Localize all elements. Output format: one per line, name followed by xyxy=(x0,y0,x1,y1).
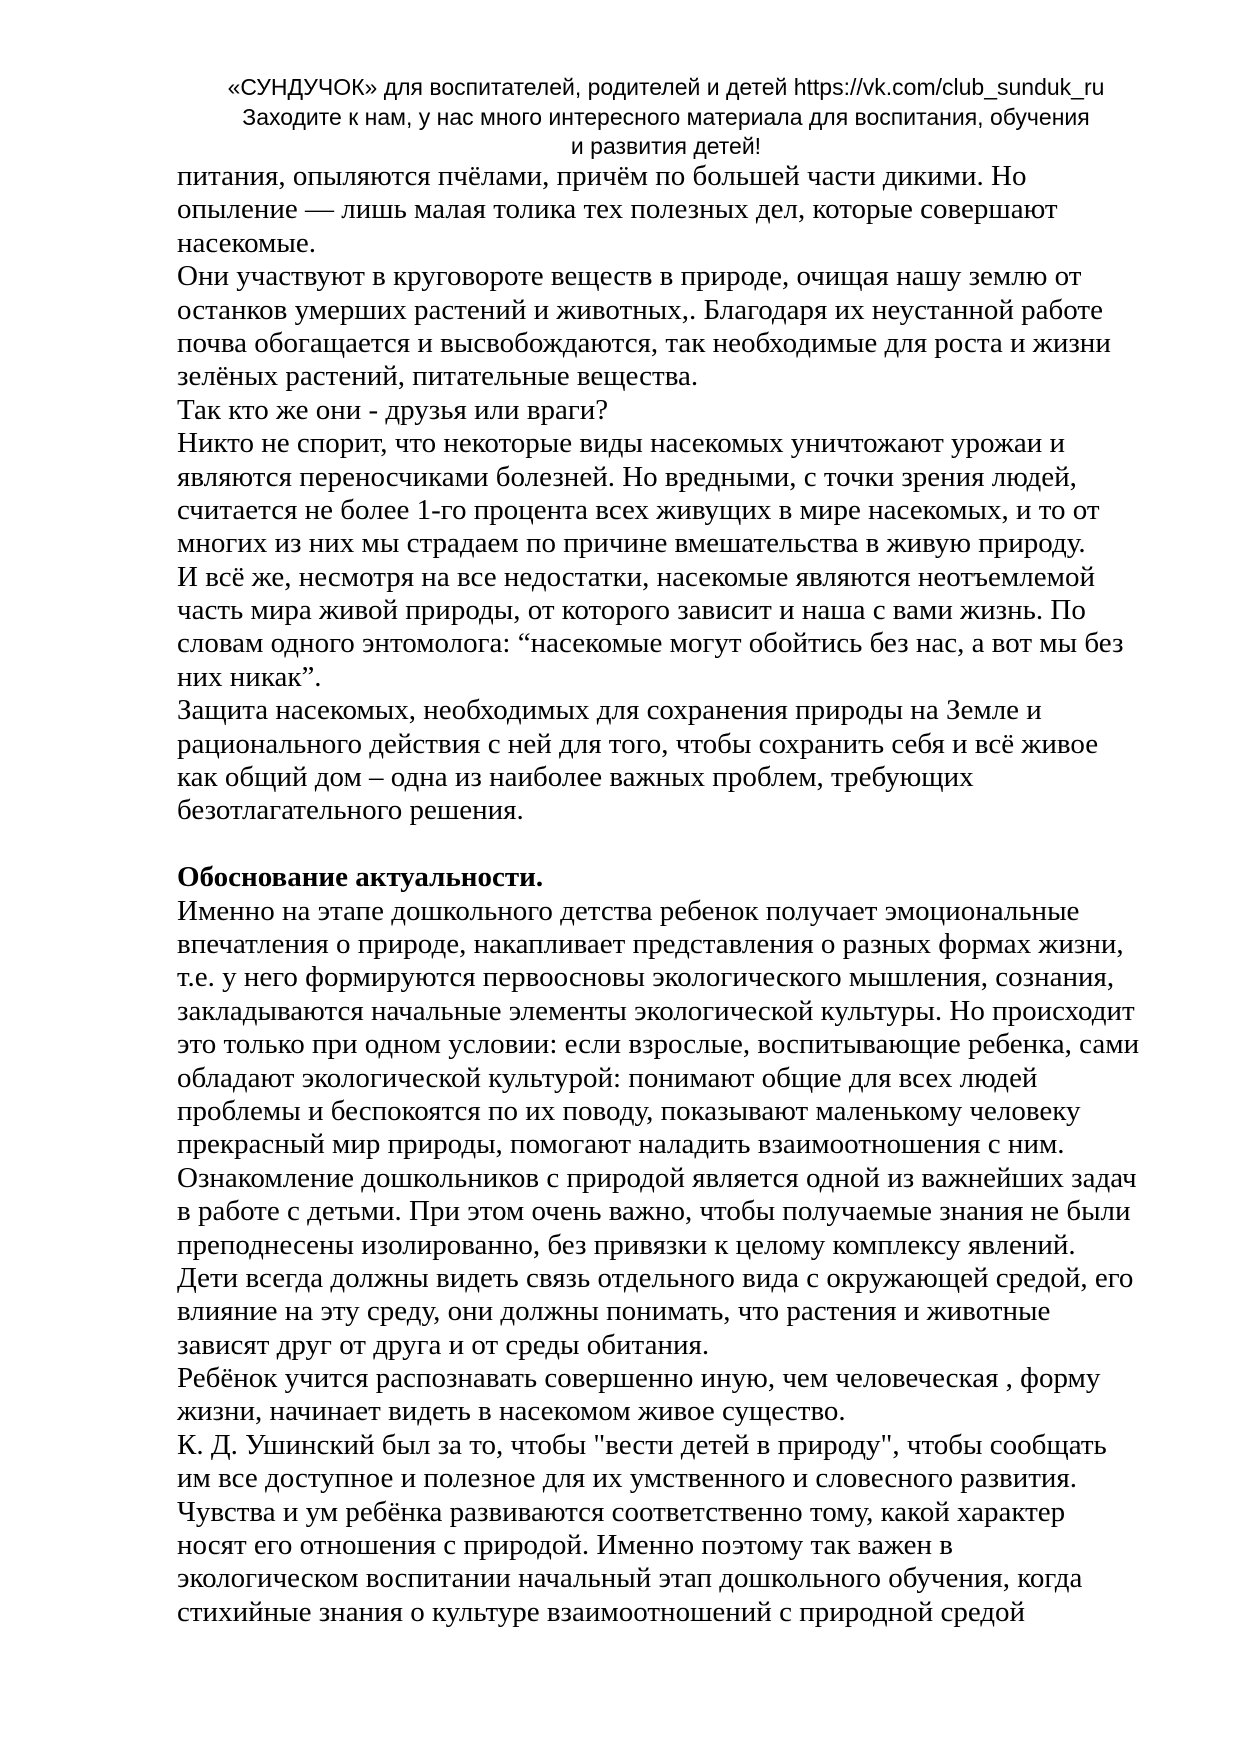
paragraph-line: насекомые. xyxy=(177,226,317,259)
paragraph-line: них никак”. xyxy=(177,660,322,693)
paragraph-line: жизни, начинает видеть в насекомом живое существо. xyxy=(177,1395,846,1428)
paragraph-line: Они участвуют в круговороте веществ в природе, очищая нашу землю от xyxy=(177,260,1082,293)
paragraph-line: почва обогащается и высвобождаются, так необходимые для роста и жизни xyxy=(177,326,1111,359)
paragraph-line: останков умерших растений и животных,. Благодаря их неустанной работе xyxy=(177,293,1103,326)
paragraph-line: многих из них мы страдаем по причине вмешательства в живую природу. xyxy=(177,527,1086,560)
paragraph-line: влияние на эту среду, они должны понимать, что растения и животные xyxy=(177,1295,1051,1328)
paragraph-line: Так кто же они - друзья или враги? xyxy=(177,393,609,426)
paragraph-line: в работе с детьми. При этом очень важно, чтобы получаемые знания не были xyxy=(177,1195,1131,1228)
paragraph-line: обладают экологической культурой: понимают общие для всех людей xyxy=(177,1061,1038,1094)
paragraph-line: К. Д. Ушинский был за то, чтобы "вести детей в природу", чтобы сообщать xyxy=(177,1428,1107,1461)
paragraph-line: являются переносчиками болезней. Но вредными, с точки зрения людей, xyxy=(177,460,1077,493)
header-line: Заходите к нам, у нас много интересного материала для воспитания, обучения xyxy=(242,103,1090,130)
paragraph-line: стихийные знания о культуре взаимоотношений с природной средой xyxy=(177,1595,1026,1628)
document-body xyxy=(177,160,1140,1629)
paragraph-line: зелёных растений, питательные вещества. xyxy=(177,360,699,393)
paragraph-line: часть мира живой природы, от которого зависит и наша с вами жизнь. По xyxy=(177,594,1086,627)
paragraph-line: опыление — лишь малая толика тех полезных дел, которые совершают xyxy=(177,193,1058,226)
paragraph-line: Защита насекомых, необходимых для сохранения природы на Земле и xyxy=(177,694,1042,727)
paragraph-line: т.е. у него формируются первоосновы экологического мышления, сознания, xyxy=(177,961,1115,994)
header-line: «СУНДУЧОК» для воспитателей, родителей и детей https://vk.com/club_sunduk_ru xyxy=(227,74,1105,100)
paragraph-line: словам одного энтомолога: “насекомые могут обойтись без нас, а вот мы без xyxy=(177,627,1124,660)
paragraph-line: преподнесены изолированно, без привязки к целому комплексу явлений. xyxy=(177,1228,1076,1261)
paragraph-line: проблемы и беспокоятся по их поводу, показывают маленькому человеку xyxy=(177,1094,1081,1127)
paragraph-line: Ознакомление дошкольников с природой является одной из важнейших задач xyxy=(177,1161,1137,1194)
paragraph-line: им все доступное и полезное для их умственного и словесного развития. xyxy=(177,1462,1078,1495)
paragraph-line: Именно на этапе дошкольного детства ребенок получает эмоциональные xyxy=(177,894,1080,927)
paragraph-line: безотлагательного решения. xyxy=(177,794,524,827)
paragraph-line: это только при одном условии: если взрослые, воспитывающие ребенка, сами xyxy=(177,1028,1140,1061)
paragraph-line: И всё же, несмотря на все недостатки, насекомые являются неотъемлемой xyxy=(177,560,1095,593)
paragraph-line: экологическом воспитании начальный этап дошкольного обучения, когда xyxy=(177,1562,1083,1595)
blank-line xyxy=(177,828,1137,861)
paragraph-line: носят его отношения с природой. Именно поэтому так важен в xyxy=(177,1529,953,1562)
paragraph-line: прекрасный мир природы, помогают наладить взаимоотношения с ним. xyxy=(177,1128,1065,1161)
paragraph-line: считается не более 1-го процента всех живущих в мире насекомых, и то от xyxy=(177,493,1100,526)
paragraph-line: зависят друг от друга и от среды обитания. xyxy=(177,1328,710,1361)
paragraph-line: Дети всегда должны видеть связь отдельного вида с окружающей средой, его xyxy=(177,1261,1134,1294)
paragraph-line: рационального действия с ней для того, чтобы сохранить себя и всё живое xyxy=(177,727,1099,760)
paragraph-line: Никто не спорит, что некоторые виды насекомых уничтожают урожаи и xyxy=(177,427,1066,460)
paragraph-line: Ребёнок учится распознавать совершенно иную, чем человеческая , форму xyxy=(177,1362,1101,1395)
header-line: и развития детей! xyxy=(570,133,762,159)
page-header xyxy=(0,73,1240,162)
paragraph-line: закладываются начальные элементы экологической культуры. Но происходит xyxy=(177,994,1135,1027)
paragraph-line: впечатления о природе, накапливает представления о разных формах жизни, xyxy=(177,927,1124,960)
paragraph-line: Чувства и ум ребёнка развиваются соответственно тому, какой характер xyxy=(177,1495,1066,1528)
paragraph-line: как общий дом – одна из наиболее важных проблем, требующих xyxy=(177,761,974,794)
section-heading: Обоснование актуальности. xyxy=(177,861,544,894)
paragraph-line: питания, опыляются пчёлами, причём по большей части дикими. Но xyxy=(177,160,1027,192)
